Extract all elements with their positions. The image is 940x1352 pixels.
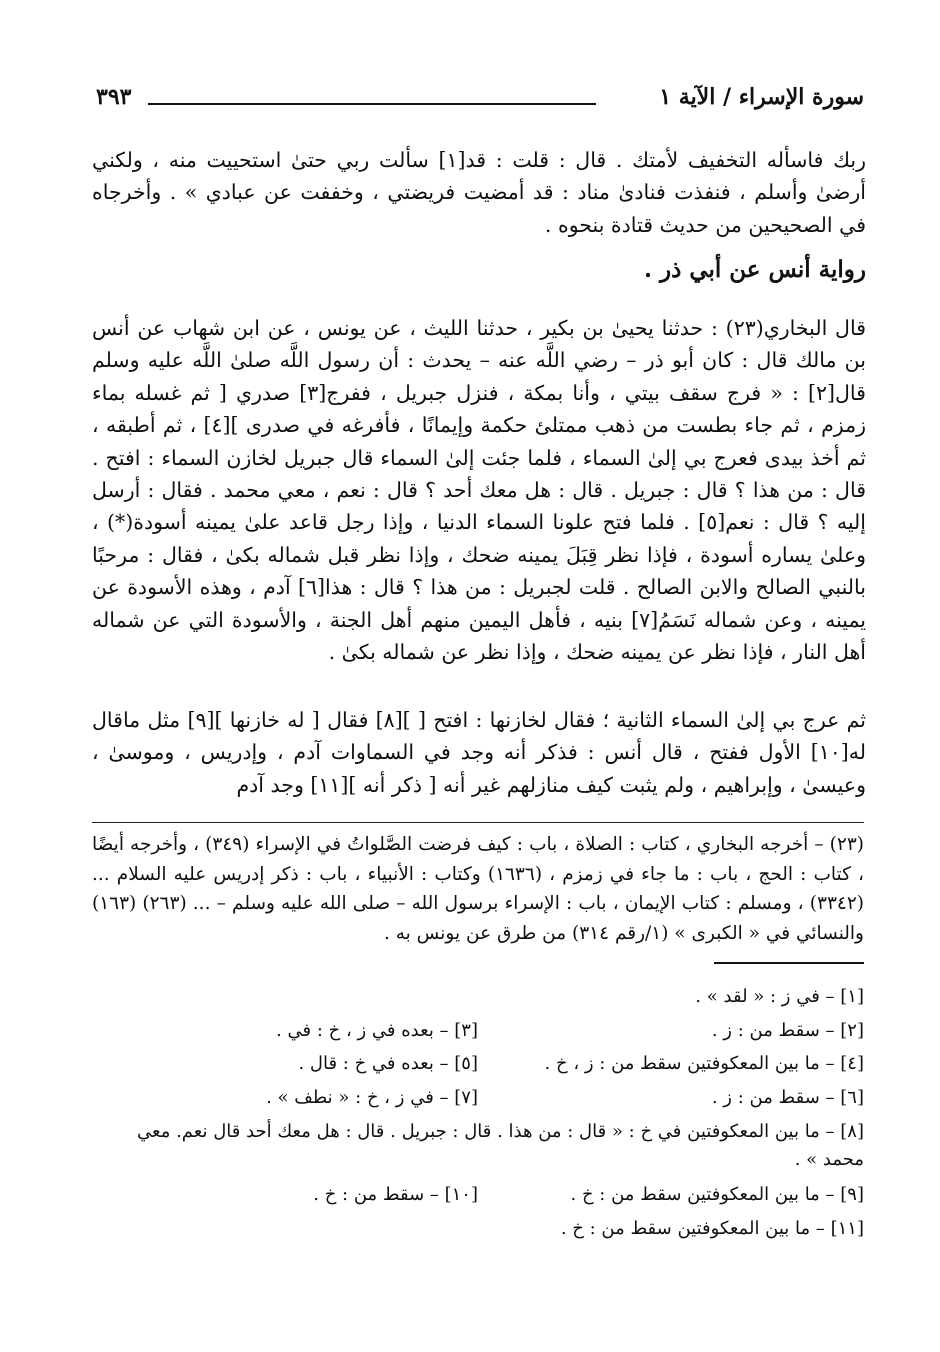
note-row <box>92 1014 864 1048</box>
note-11: [١١] – ما بين المعكوفتين سقط من : خ . <box>560 1217 864 1239</box>
note-9: [٩] – ما بين المعكوفتين سقط من : خ . <box>570 1184 864 1205</box>
note-row <box>92 980 864 1014</box>
paragraph-3-text: ثم عرج بي إلىٰ السماء الثانية ؛ فقال لخازنها : افتح [ ][٨] فقال [ له خازنها ][٩] مثل ماقال له[١٠] الأول ففتح ، قال أنس : فذكر أنه وجد في السماوات آدم ، وإدريس ، وموسىٰ ، وعيسىٰ ، وإبراهيم ، ولم يثبت كيف منازلهم غير أنه [ ذكر أنه ][١١] وجد آدم <box>92 708 867 797</box>
note-4: [٤] – ما بين المعكوفتين سقط من : ز ، خ . <box>544 1053 864 1074</box>
note-row <box>92 1212 864 1246</box>
note-empty <box>92 980 478 1014</box>
variants-separator <box>714 962 864 964</box>
running-title: سورة الإسراء / الآية ١ <box>659 84 864 110</box>
paragraph-2 <box>92 312 866 668</box>
note-row <box>92 1081 864 1115</box>
header-rule <box>148 103 596 105</box>
paragraph-2-text: قال البخاري(٢٣) : حدثنا يحيىٰ بن بكير ، حدثنا الليث ، عن يونس ، عن ابن شهاب عن أنس بن مالك قال : كان أبو ذر – رضي اللَّه عنه – يحدث : أن رسول اللَّه صلىٰ اللَّه عليه وسلم قال[٢] : « فرج سقف بيتي ، وأنا بمكة ، فنزل جبريل ، ففرج[٣] صدري [ ثم غسله بماء زمزم ، ثم جاء بطست من ذهب ممتلئ حكمة وإيمانًا ، فأفرغه في صدرى ][٤] ، ثم أطبقه ، ثم أخذ بيدى فعرج بي إلىٰ السماء ، فلما جئت إلىٰ السماء قال جبريل لخازن السماء : افتح . قال : من هذا ؟ قال : جبريل . قال : هل معك أحد ؟ قال : نعم ، معي محمد . فقال : أرسل إليه ؟ قال : نعم[٥] . فلما فتح علونا السماء الدنيا ، وإذا رجل قاعد علىٰ يمينه أسودة(*) ، وعلىٰ يساره أسودة ، فإذا نظر قِبَلَ يمينه ضحك ، وإذا نظر قبل شماله بكىٰ ، فقال : مرحبًا بالنبي الصالح والابن الصالح . قلت لجبريل : من هذا ؟ قال : هذا[٦] آدم ، وهذه الأسودة عن يمينه ، وعن شماله نَسَمُ[٧] بنيه ، فأهل اليمين منهم أهل الجنة ، والأسودة التي عن شماله أهل النار ، فإذا نظر عن يمينه ضحك ، وإذا نظر عن شماله بكىٰ . <box>92 316 867 665</box>
note-row <box>92 1178 864 1212</box>
note-2: [٢] – سقط من : ز . <box>711 1019 864 1041</box>
note-6: [٦] – سقط من : ز . <box>711 1086 864 1108</box>
note-row <box>92 1114 864 1178</box>
paragraph-3 <box>92 704 866 801</box>
section-heading: رواية أنس عن أبي ذر . <box>643 256 866 283</box>
footnote-23: (٢٣) – أخرجه البخاري ، كتاب : الصلاة ، باب : كيف فرضت الصَّلواتُ في الإسراء (٣٤٩) ، وأخرجه أيضًا ، كتاب : الحج ، باب : ما جاء في زمزم ، (١٦٣٦) وكتاب : الأنبياء ، باب : ذكر إدريس عليه السلام ... (٣٣٤٢) ، ومسلم : كتاب الإيمان ، باب : الإسراء برسول الله – صلى الله عليه وسلم – ... (٢٦٣) (١٦٣) والنسائي في « الكبرى » (١/رقم ٣١٤) من طرق عن يونس به . <box>92 834 864 944</box>
page-number: ٣٩٣ <box>96 84 132 110</box>
paragraph-1-text: ربك فاسأله التخفيف لأمتك . قال : قلت : قد[١] سألت ربي حتىٰ استحييت منه ، ولكني أرضىٰ وأسلم ، فنفذت فنادىٰ مناد : قد أمضيت فريضتي ، وخففت عن عبادي » . وأخرجاه في الصحيحين من حديث قتادة بنحوه . <box>92 148 866 237</box>
note-7: [٧] – في ز ، خ : « نطف » . <box>266 1086 478 1108</box>
note-3: [٣] – بعده في ز ، خ : في . <box>276 1019 478 1041</box>
note-row <box>92 1047 864 1081</box>
variant-notes <box>92 980 864 1245</box>
paragraph-1 <box>92 144 866 241</box>
note-1: [١] – في ز : « لقد » . <box>695 986 864 1007</box>
note-5: [٥] – بعده في خ : قال . <box>298 1053 478 1074</box>
note-8: [٨] – ما بين المعكوفتين في خ : « قال : من هذا . قال : جبريل . قال : هل معك أحد قال نعم. معي محمد » . <box>137 1121 864 1170</box>
page-header <box>96 84 864 120</box>
note-10: [١٠] – سقط من : خ . <box>313 1184 478 1205</box>
footnote-separator <box>92 822 864 823</box>
note-empty <box>92 1212 478 1246</box>
